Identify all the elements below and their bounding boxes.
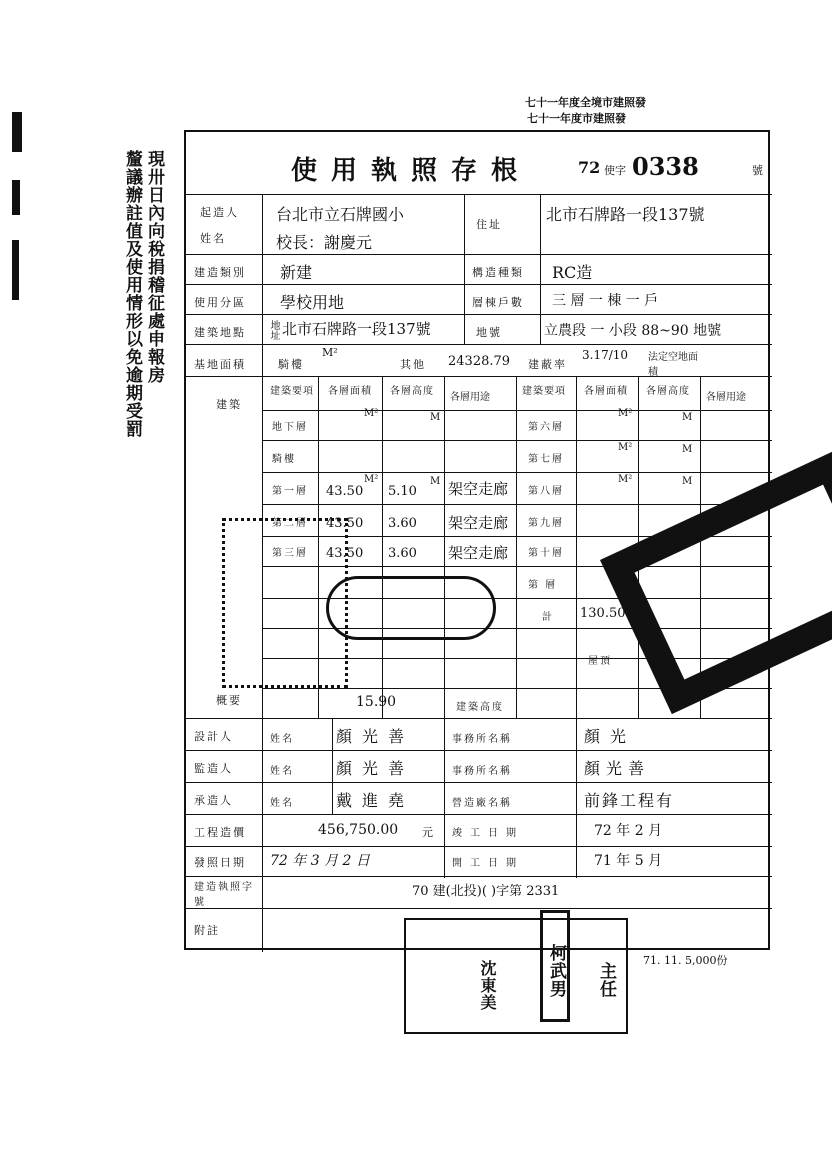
unit-m2: M² <box>364 408 379 419</box>
license-word: 使字 <box>604 164 626 177</box>
name-label: 姓名 <box>270 798 294 809</box>
supervisor-label: 監造人 <box>194 762 233 775</box>
unit-m2: M² <box>618 442 633 453</box>
margin-mark <box>12 240 19 300</box>
structure-label: 構造種類 <box>472 266 524 279</box>
floor-use: 架空走廊 <box>448 480 509 498</box>
name-label: 姓名 <box>270 766 294 777</box>
issue-value: 72 年 3 月 2 日 <box>270 853 370 869</box>
floor-area: 43.50 <box>326 484 364 499</box>
floor-name: 第九層 <box>528 518 564 529</box>
start-value: 71 年 5 月 <box>594 853 663 869</box>
header-cell: 各層用途 <box>450 392 490 403</box>
lot-value: 立農段 一 小段 88~90 地號 <box>544 323 722 339</box>
floor-height: 3.60 <box>388 516 417 531</box>
floor-use: 架空走廊 <box>448 544 509 562</box>
unit-m: M <box>682 476 693 487</box>
cost-value: 456,750.00 <box>318 822 399 838</box>
applicant-org: 台北市立石牌國小 <box>276 205 405 224</box>
floor-name: 第十層 <box>528 548 564 559</box>
permit-value: 70 建(北投)( )字第 2331 <box>412 884 560 899</box>
floor-name: 第一層 <box>272 486 308 497</box>
contractor-name: 戴進堯 <box>336 791 415 810</box>
header-cell: 各層面積 <box>328 386 372 397</box>
unit-m2: M² <box>618 408 633 419</box>
ratio-label: 建蔽率 <box>528 358 567 371</box>
unit-m: M <box>682 412 693 423</box>
address-label: 住址 <box>476 218 502 231</box>
floor-name: 第三層 <box>272 548 308 559</box>
roof-label: 屋頂 <box>588 656 612 667</box>
top-note-2: 七十一年度市建照發 <box>527 112 626 125</box>
license-year: 72 <box>578 158 601 177</box>
side-note-col1: 釐議辦註 <box>122 150 142 222</box>
floor-height: 3.60 <box>388 546 417 561</box>
total-label: 計 <box>542 612 554 623</box>
lot-label: 地號 <box>476 326 502 339</box>
header-cell: 各層高度 <box>390 386 434 397</box>
floor-height: 5.10 <box>388 484 417 499</box>
side-note-col3: 值及使用情形以免逾期受罰 <box>122 222 142 438</box>
applicant-address: 北市石牌路一段137號 <box>546 205 705 224</box>
ratio-value: 3.17/10 <box>582 348 629 362</box>
unit-m2: M² <box>364 474 379 485</box>
stamp-name-c: 主任 <box>596 962 616 998</box>
floor-name: 第七層 <box>528 454 564 465</box>
category-label: 建造類別 <box>194 266 246 279</box>
floors-label: 層棟戶數 <box>472 296 524 309</box>
stamp-name-b: 柯武男 <box>546 944 566 998</box>
form-title: 使用執照存根 <box>291 156 532 186</box>
name-label: 姓名 <box>200 232 226 245</box>
cost-label: 工程造價 <box>194 826 246 839</box>
site-value: 北市石牌路一段137號 <box>282 320 431 338</box>
office-label: 事務所名稱 <box>452 734 512 745</box>
floor-name: 第六層 <box>528 422 564 433</box>
completion-value: 72 年 2 月 <box>594 823 663 839</box>
designer-label: 設計人 <box>194 730 233 743</box>
stamp-name-a: 沈東美 <box>478 960 497 1011</box>
designer-office: 顏光 <box>584 727 637 746</box>
arcade-label: 騎樓 <box>278 358 304 371</box>
site-addr-label: 地址 <box>268 320 279 340</box>
height-value: 15.90 <box>356 694 397 710</box>
name-label: 姓名 <box>270 734 294 745</box>
zone-value: 學校用地 <box>280 293 345 312</box>
other-value: 24328.79 <box>448 354 511 369</box>
cost-unit: 元 <box>422 826 435 839</box>
other-label: 其他 <box>400 358 426 371</box>
designer-name: 顏光善 <box>336 727 415 746</box>
unit-m: M <box>682 444 693 455</box>
header-cell: 各層高度 <box>646 386 690 397</box>
unit-m2: M² <box>322 346 338 359</box>
floor-area: 43.50 <box>326 516 364 531</box>
margin-mark <box>12 180 20 215</box>
floor-use: 架空走廊 <box>448 514 509 532</box>
print-note: 71. 11. 5,000份 <box>643 954 728 967</box>
top-note-1: 七十一年度全境市建照發 <box>525 96 646 109</box>
open-area-label: 法定空地面積 <box>648 352 698 378</box>
side-note-col2: 現卅日內向稅捐稽征處申報房 <box>144 150 164 384</box>
structure-value: RC造 <box>552 263 593 282</box>
unit-m: M <box>430 412 441 423</box>
applicant-label: 起造人 <box>200 206 239 219</box>
category-value: 新建 <box>280 263 313 282</box>
zone-label: 使用分區 <box>194 296 246 309</box>
office-label: 事務所名稱 <box>452 766 512 777</box>
site-label: 建築地點 <box>194 326 246 339</box>
start-label: 開工日期 <box>452 858 524 869</box>
header-cell: 各層面積 <box>584 386 628 397</box>
section-label-2: 概要 <box>216 694 242 707</box>
supervisor-office: 顏光善 <box>584 759 651 778</box>
license-suffix: 號 <box>752 164 763 177</box>
floor-area: 43.50 <box>326 546 364 561</box>
floors-value: 三 層 一 棟 一 戶 <box>552 293 659 309</box>
height-label: 建築高度 <box>456 702 504 713</box>
completion-label: 竣工日期 <box>452 828 524 839</box>
supervisor-name: 顏光善 <box>336 759 415 778</box>
base-area-label: 基地面積 <box>194 358 246 371</box>
firm-label: 營造廠名稱 <box>452 798 512 809</box>
floor-name: 地下層 <box>272 422 308 433</box>
section-label: 建築 <box>216 398 242 411</box>
permit-label: 建造執照字號 <box>194 882 254 908</box>
applicant-person: 校長：謝慶元 <box>276 233 373 252</box>
contractor-firm: 前鋒工程有 <box>584 791 675 810</box>
contractor-label: 承造人 <box>194 794 233 807</box>
floor-name: 騎樓 <box>272 454 296 465</box>
floor-name: 第二層 <box>272 518 308 529</box>
remark-label: 附註 <box>194 924 220 937</box>
floor-name: 第八層 <box>528 486 564 497</box>
total-value: 130.50 <box>580 606 626 621</box>
header-cell: 各層用途 <box>706 392 746 403</box>
unit-m: M <box>430 476 441 487</box>
floor-name: 第 層 <box>528 580 558 591</box>
issue-label: 發照日期 <box>194 856 246 869</box>
unit-m2: M² <box>618 474 633 485</box>
header-cell: 建築要項 <box>522 386 566 397</box>
header-cell: 建築要項 <box>270 386 314 397</box>
margin-mark <box>12 112 22 152</box>
round-stamp <box>326 576 496 640</box>
license-number: 0338 <box>632 152 699 181</box>
